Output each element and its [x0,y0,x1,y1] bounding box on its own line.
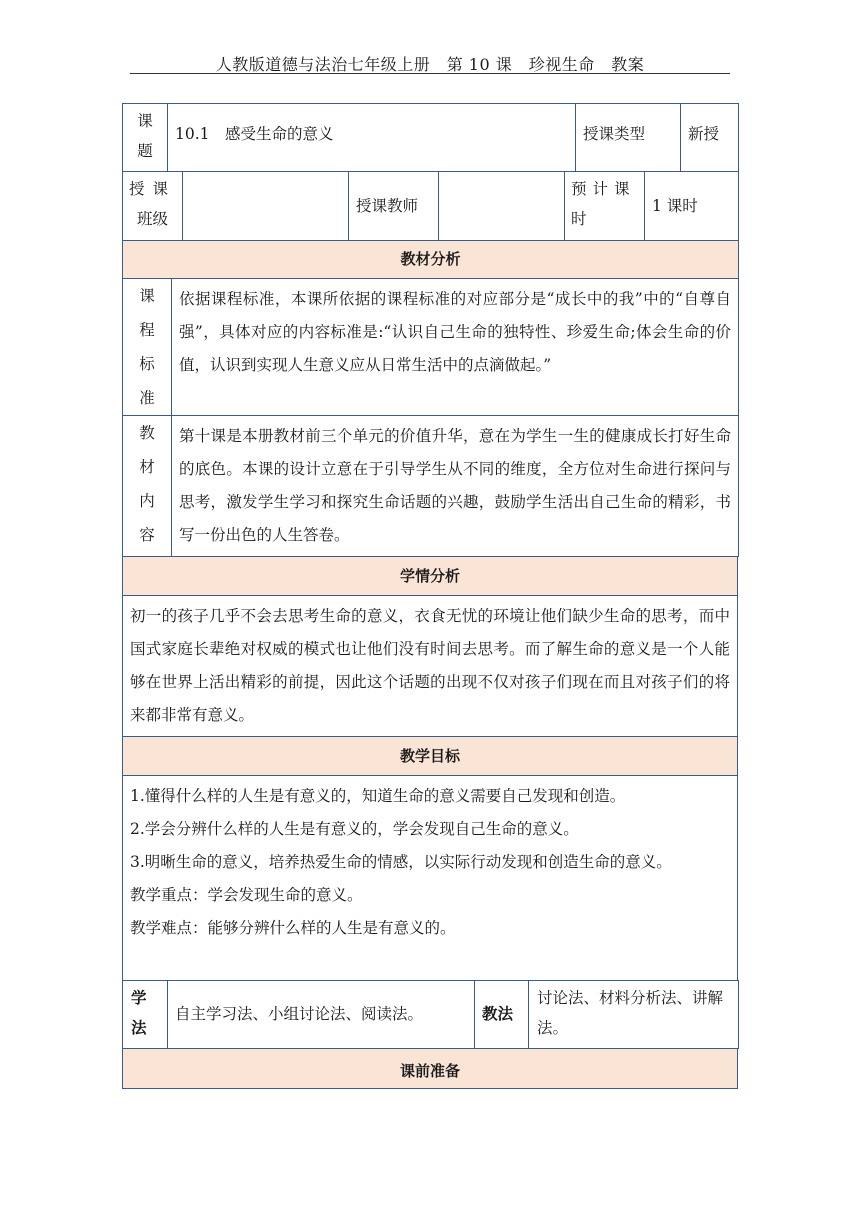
objectives-body [123,776,738,981]
textbook-content-text: 第十课是本册教材前三个单元的价值升华，意在为学生一生的健康成长打好生命的底色。本课的设计立意在于引导学生从不同的维度，全方位对生命进行探问与思考，激发学生学习和探究生命话题的兴趣，鼓励学生活出自己生命的精彩，书写一份出色的人生答卷。 [172,416,739,557]
curriculum-standard-text: 依据课程标准，本课所依据的课程标准的对应部分是“成长中的我”中的“自尊自强”，具体对应的内容标准是:“认识自己生命的独特性、珍爱生命;体会生命的价值，认识到实现人生意义应从日常生活中的点滴做起。” [172,279,739,416]
objective-item-3: 3.明晰生命的意义，培养热爱生命的情感，以实际行动发现和创造生命的意义。 [130,853,672,871]
lesson-type-value: 新授 [681,104,739,172]
objectives-heading: 教学目标 [123,737,738,776]
preparation-table [122,1048,738,1089]
student-analysis-table [122,556,738,737]
material-analysis-heading: 教材分析 [123,241,739,279]
class-value [183,172,349,241]
teaching-method-label: 教法 [475,981,529,1049]
learning-method-value: 自主学习法、小组讨论法、阅读法。 [168,981,475,1049]
teacher-value [439,172,565,241]
teaching-difficulty: 教学难点：能够分辨什么样的人生是有意义的。 [130,919,456,937]
preparation-heading: 课前准备 [123,1049,738,1089]
header-rule [130,73,730,74]
teacher-label: 授课教师 [349,172,439,241]
hours-label: 预计课 时 [565,172,645,241]
lesson-type-label: 授课类型 [576,104,681,172]
document-title: 人教版道德与法治七年级上册 第 10 课 珍视生命 教案 [215,55,645,74]
learning-method-label: 学 法 [123,981,168,1049]
curriculum-standard-label: 课 程 标 准 [123,279,172,416]
teaching-key-point: 教学重点：学会发现生命的意义。 [130,886,363,904]
objective-item-2: 2.学会分辨什么样的人生是有意义的，学会发现自己生命的意义。 [130,820,579,838]
class-info-table [122,171,739,241]
teaching-method-value: 讨论法、材料分析法、讲解法。 [529,981,739,1049]
methods-table [122,980,739,1049]
class-label: 授课 班级 [123,172,183,241]
topic-label: 课 题 [123,104,168,172]
topic-value: 10.1 感受生命的意义 [168,104,576,172]
material-analysis-table [122,240,739,557]
student-analysis-text: 初一的孩子几乎不会去思考生命的意义，衣食无忧的环境让他们缺少生命的思考，而中国式家庭长辈绝对权威的模式也让他们没有时间去思考。而了解生命的意义是一个人能够在世界上活出精彩的前提，因此这个话题的出现不仅对孩子们现在而且对孩子们的将来都非常有意义。 [123,596,738,737]
textbook-content-label: 教 材 内 容 [123,416,172,557]
lesson-plan-table [122,103,738,1089]
objective-item-1: 1.懂得什么样的人生是有意义的，知道生命的意义需要自己发现和创造。 [130,787,626,805]
student-analysis-heading: 学情分析 [123,557,738,596]
hours-value: 1 课时 [645,172,739,241]
topic-table [122,103,739,172]
objectives-table [122,736,738,981]
